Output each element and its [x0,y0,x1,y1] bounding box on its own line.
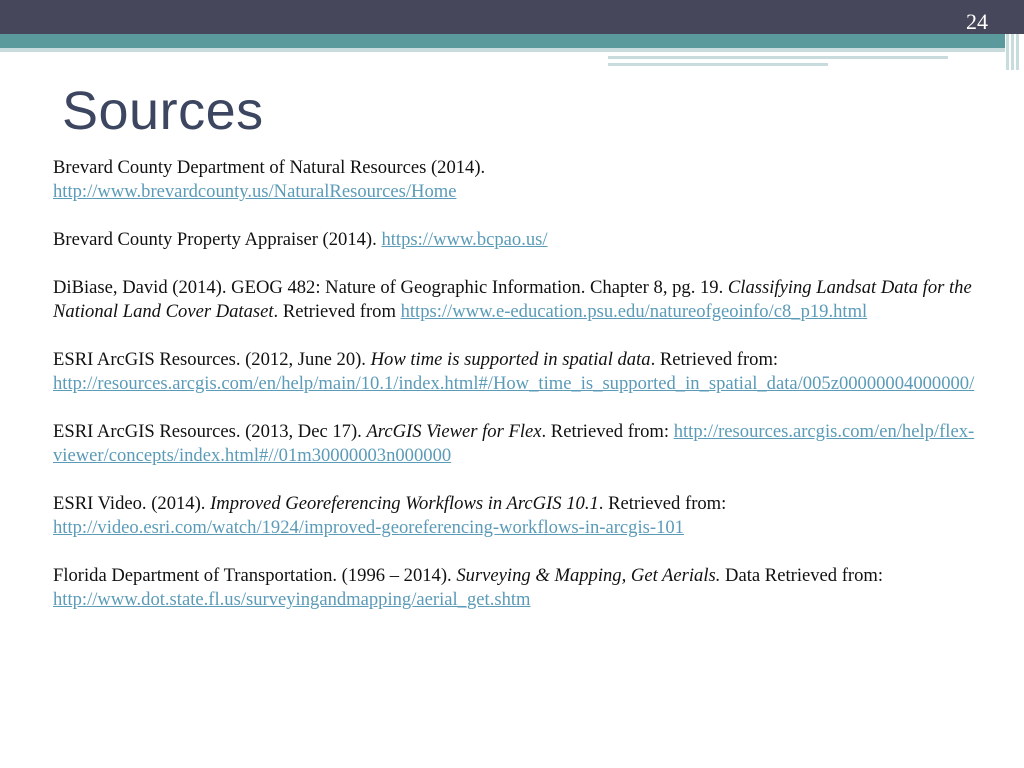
reference-link[interactable]: http://resources.arcgis.com/en/help/main/10.1/index.html#/How_time_is_supported_in_spatial_data/005z00000004000000/ [53,373,975,394]
reference-link[interactable]: https://www.bcpao.us/ [381,229,548,250]
decor-stripe [1006,34,1009,70]
reference-text: Data Retrieved from: [720,565,884,586]
reference-entry [53,276,993,324]
reference-text: . Retrieved from [273,301,401,322]
decor-stripe [1016,34,1019,70]
reference-text: DiBiase, David (2014). GEOG 482: Nature of Geographic Information. Chapter 8, pg. 19. [53,277,728,298]
decor-stripe [1011,34,1014,70]
header-accent-band-light [0,48,1005,52]
reference-title: How time is supported in spatial data [370,349,651,370]
reference-entry [53,156,993,204]
reference-text: . Retrieved from: [541,421,674,442]
decor-line [608,56,948,59]
reference-text: ESRI Video. (2014). [53,493,211,514]
reference-title: Improved Georeferencing Workflows in ArcGIS 10.1 [210,493,599,514]
reference-title: Classifying Landsat Data for the National Land Cover Dataset [53,277,972,322]
reference-title: ArcGIS Viewer for Flex [366,421,542,442]
reference-text: ESRI ArcGIS Resources. (2013, Dec 17). [53,421,367,442]
reference-link[interactable]: http://www.dot.state.fl.us/surveyingandmapping/aerial_get.shtm [53,589,531,610]
reference-link[interactable]: http://resources.arcgis.com/en/help/flex-viewer/concepts/index.html#//01m30000003n000000 [53,421,975,466]
reference-list [53,156,993,636]
reference-title: Surveying & Mapping, Get Aerials. [456,565,721,586]
reference-text: Florida Department of Transportation. (1996 – 2014). [53,565,457,586]
reference-text: Brevard County Department of Natural Resources (2014). [53,157,486,178]
reference-entry [53,564,993,612]
slide-title: Sources [62,81,264,141]
reference-entry [53,492,993,540]
reference-text: . Retrieved from: [650,349,779,370]
reference-entry [53,348,993,396]
reference-entry [53,420,993,468]
slide-number: 24 [966,9,988,34]
reference-text: ESRI ArcGIS Resources. (2012, June 20). [53,349,371,370]
reference-link[interactable]: https://www.e-education.psu.edu/natureofgeoinfo/c8_p19.html [400,301,868,322]
reference-link[interactable]: http://www.brevardcounty.us/NaturalResources/Home [53,181,457,202]
decor-line [608,63,828,66]
header-bar [0,0,1024,34]
reference-text: . Retrieved from: [598,493,727,514]
reference-link[interactable]: http://video.esri.com/watch/1924/improved-georeferencing-workflows-in-arcgis-101 [53,517,684,538]
reference-text: Brevard County Property Appraiser (2014). [53,229,382,250]
header-accent-band [0,34,1005,48]
reference-entry [53,228,993,252]
